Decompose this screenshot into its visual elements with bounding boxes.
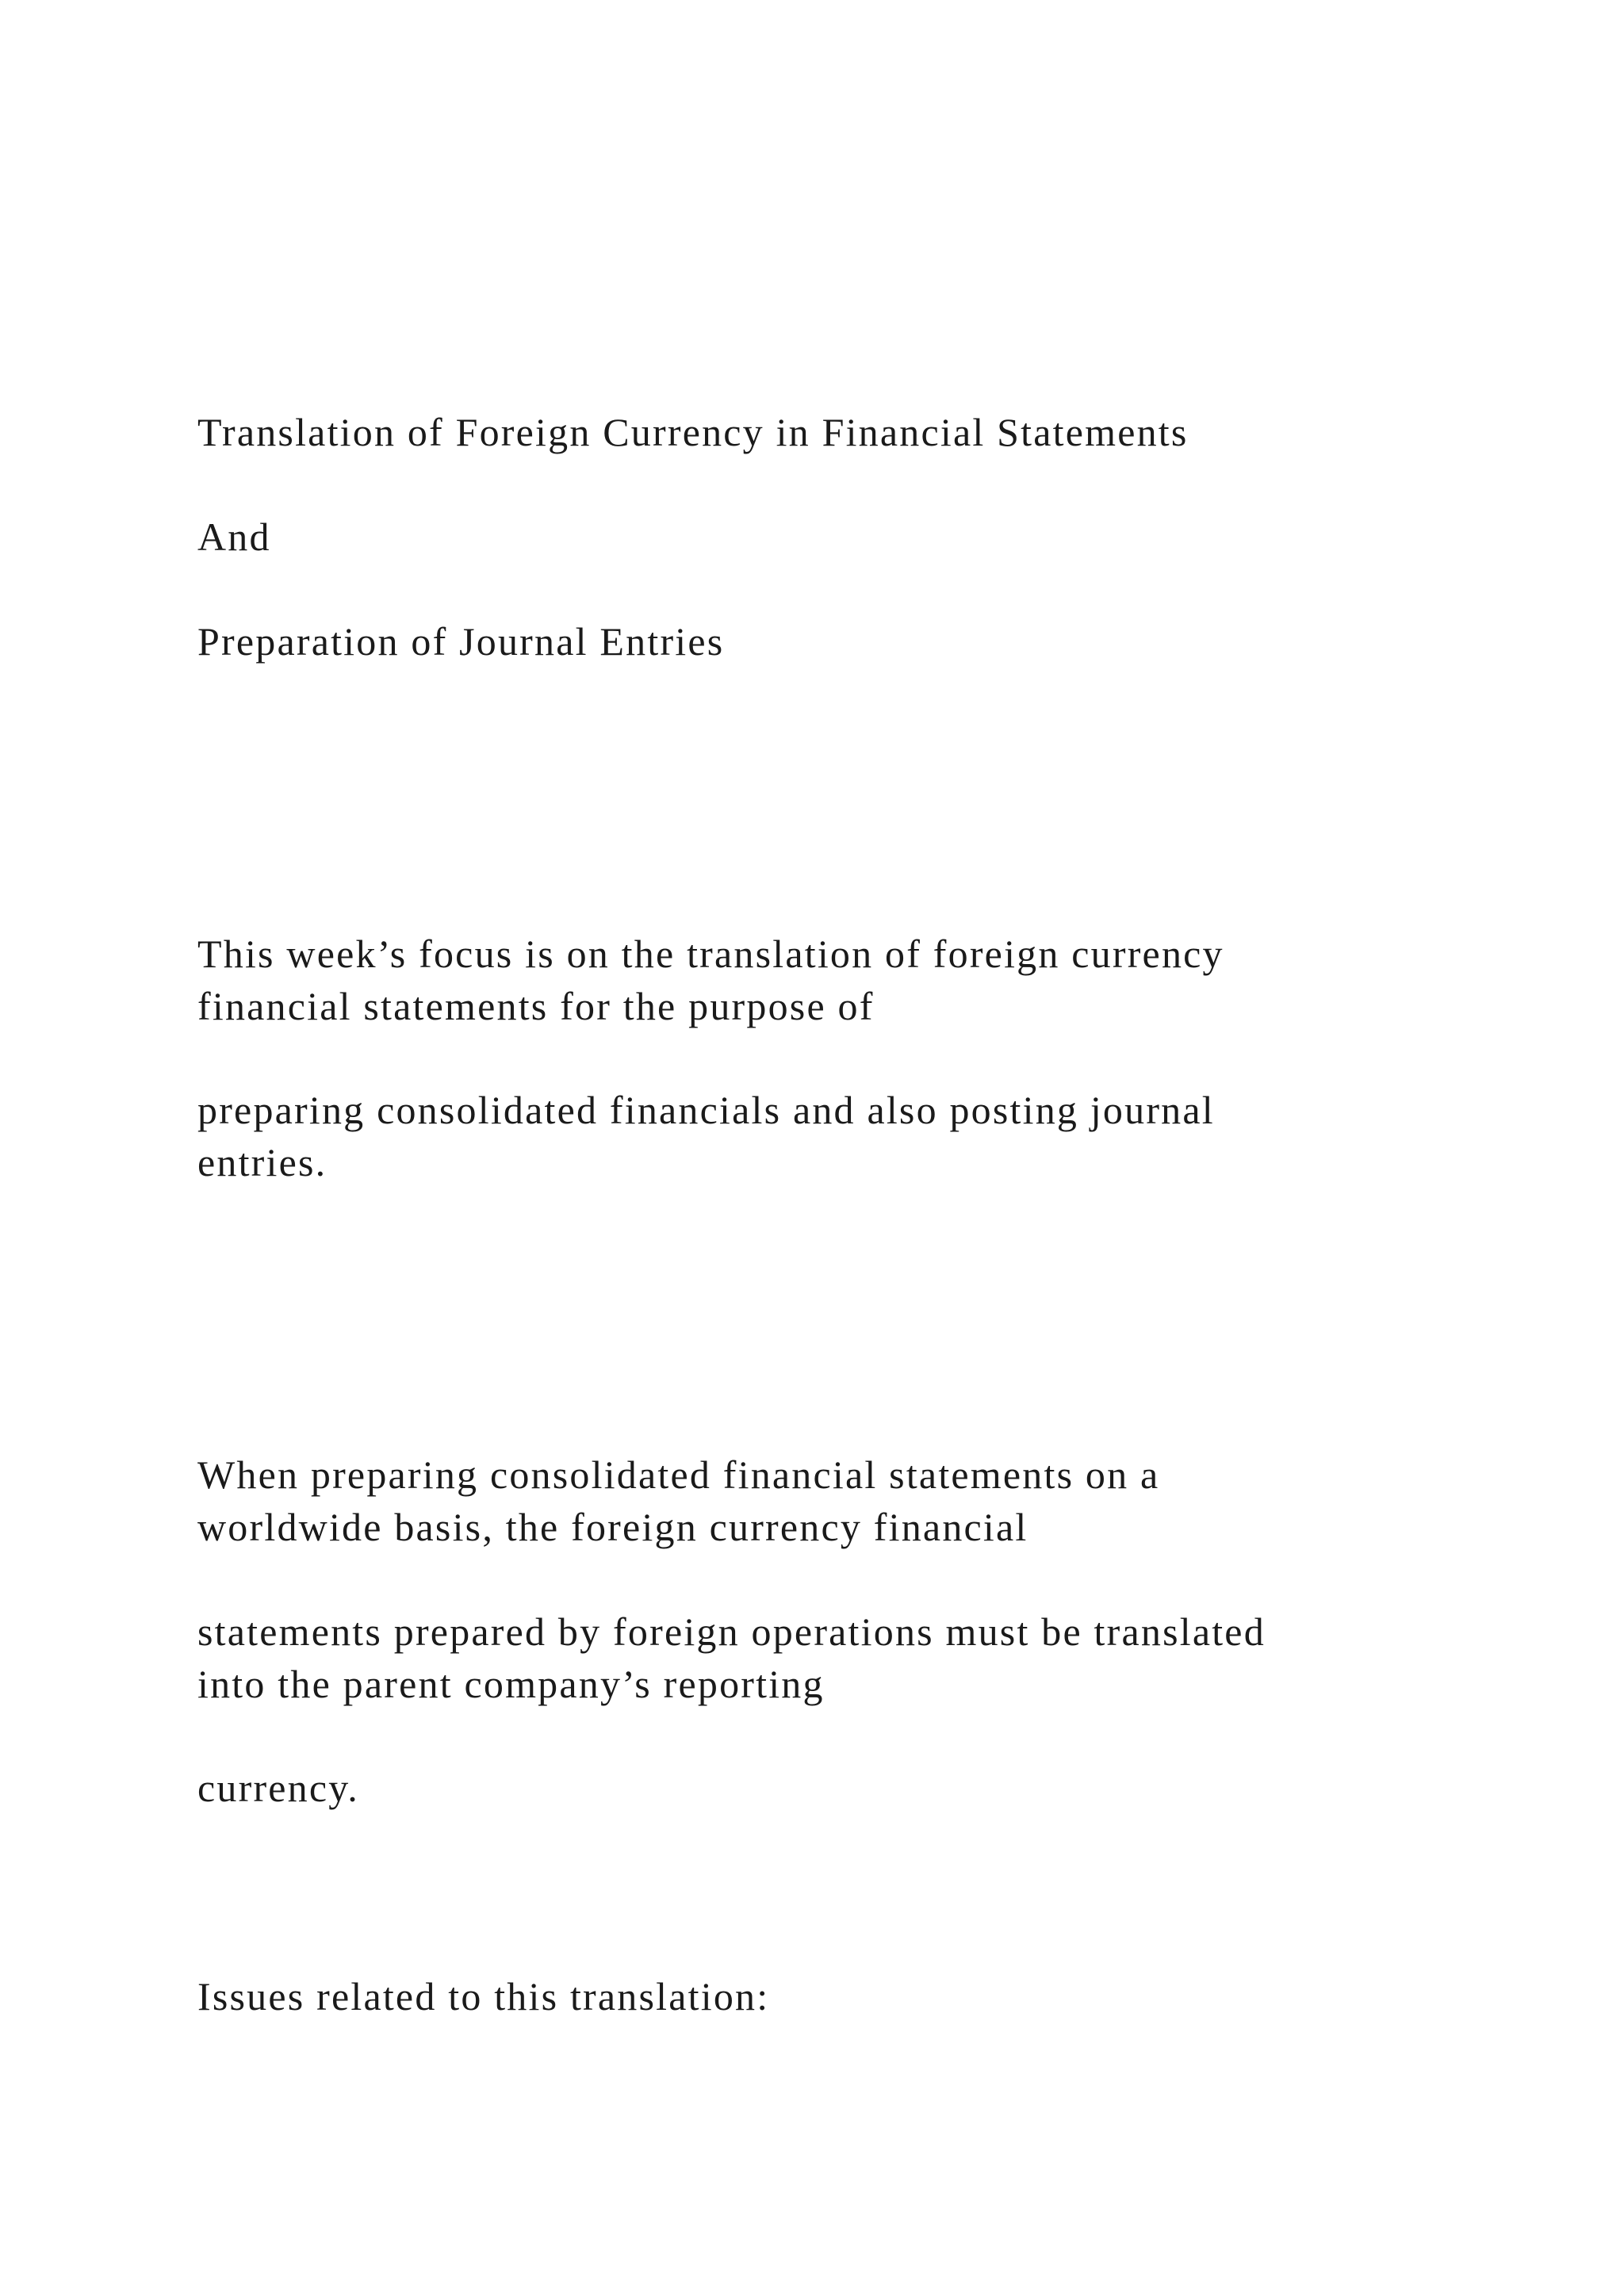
paragraph-1-line-2: financial statements for the purpose of bbox=[197, 984, 875, 1028]
document-title-line-1: Translation of Foreign Currency in Financial Statements bbox=[197, 410, 1189, 454]
document-title-line-2: And bbox=[197, 515, 271, 559]
document-title-line-3: Preparation of Journal Entries bbox=[197, 619, 725, 664]
paragraph-3-line-1: When preparing consolidated financial statements on a bbox=[197, 1452, 1160, 1497]
paragraph-3-line-2: worldwide basis, the foreign currency financial bbox=[197, 1505, 1028, 1549]
paragraph-2-line-1: preparing consolidated financials and also posting journal bbox=[197, 1088, 1215, 1132]
paragraph-4-line-1: statements prepared by foreign operations must be translated bbox=[197, 1609, 1266, 1654]
paragraph-6-line-1: Issues related to this translation: bbox=[197, 1974, 770, 2019]
paragraph-5-line-1: currency. bbox=[197, 1766, 359, 1810]
paragraph-4-line-2: into the parent company’s reporting bbox=[197, 1662, 825, 1706]
paragraph-1-line-1: This week’s focus is on the translation of foreign currency bbox=[197, 932, 1224, 976]
paragraph-2-line-2: entries. bbox=[197, 1140, 327, 1184]
